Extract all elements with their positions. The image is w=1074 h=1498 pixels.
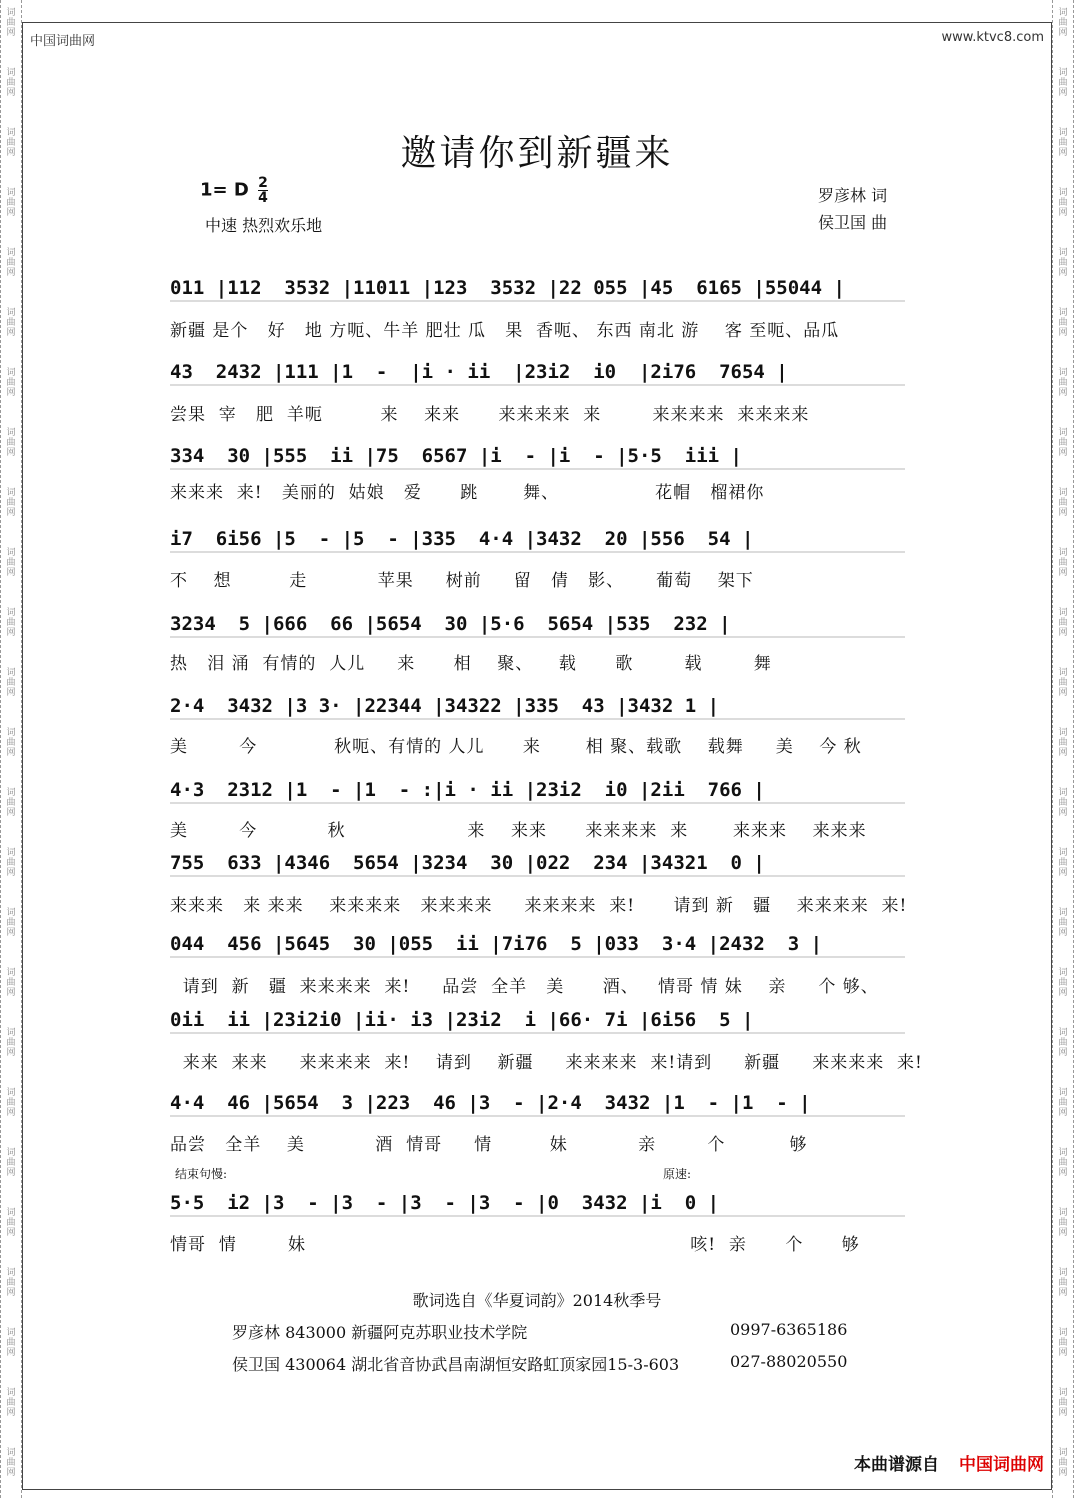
margin-watermark: 词 曲 网 <box>1058 548 1068 578</box>
notation-row: 5·5 i2 |3 - |3 - |3 - |3 - |0 3432 |i 0 | <box>170 1192 720 1214</box>
margin-watermark: 词 曲 网 <box>1058 8 1068 38</box>
original-tempo-annotation: 原速: <box>663 1167 692 1181</box>
margin-watermark: 词 曲 网 <box>1058 968 1068 998</box>
rhythm-underline <box>170 1215 905 1217</box>
margin-watermark: 词 曲 网 <box>1058 1448 1068 1478</box>
notation-row: 755 633 |4346 5654 |3234 30 |022 234 |34321 0 | <box>170 852 765 874</box>
key-signature <box>200 176 268 205</box>
notation-row: 2·4 3432 |3 3· |22344 |34322 |335 43 |3432 1 | <box>170 695 720 717</box>
lyric-row: 热 泪 涌 有情的 人儿 来 相 聚、 载 歌 载 舞 <box>170 654 772 674</box>
margin-watermark: 词 曲 网 <box>1058 248 1068 278</box>
lyric-row: 新疆 是个 好 地 方呃、牛羊 肥壮 瓜 果 香呃、 东西 南北 游 客 至呃、品瓜 <box>170 321 840 341</box>
margin-watermark: 词 曲 网 <box>6 248 16 278</box>
margin-watermark: 词 曲 网 <box>1058 1148 1068 1178</box>
margin-watermark: 词 曲 网 <box>1058 488 1068 518</box>
tempo-marking: 中速 热烈欢乐地 <box>205 216 323 235</box>
source-site-link[interactable]: 中国词曲网 <box>959 1455 1044 1475</box>
source-credit <box>854 1450 1044 1475</box>
composer-credit: 侯卫国 曲 <box>818 213 888 232</box>
rhythm-underline <box>170 384 905 386</box>
lyric-row: 尝果 宰 肥 羊呃 来 来来 来来来来 来 来来来来 来来来来 <box>170 405 810 425</box>
key-prefix: 1= D <box>200 179 249 201</box>
lyric-row: 不 想 走 苹果 树前 留 倩 影、 葡萄 架下 <box>170 571 754 591</box>
footer-lyricist-line: 罗彦林 843000 新疆阿克苏职业技术学院 <box>232 1323 528 1342</box>
margin-watermark: 词 曲 网 <box>6 728 16 758</box>
rhythm-underline <box>170 1115 905 1117</box>
notation-row: 4·3 2312 |1 - |1 - :|i · ii |23i2 i0 |2ii 766 | <box>170 779 765 801</box>
lyricist-credit: 罗彦林 词 <box>818 186 888 205</box>
notation-row: 4·4 46 |5654 3 |223 46 |3 - |2·4 3432 |1 - |1 - | <box>170 1092 811 1114</box>
margin-watermark: 词 曲 网 <box>6 908 16 938</box>
margin-watermark: 词 曲 网 <box>1058 728 1068 758</box>
margin-watermark: 词 曲 网 <box>1058 1208 1068 1238</box>
header-left-site: 中国词曲网 <box>30 34 96 49</box>
margin-watermark: 词 曲 网 <box>1058 1028 1068 1058</box>
left-margin-strip <box>0 0 22 1498</box>
margin-watermark: 词 曲 网 <box>1058 1268 1068 1298</box>
rhythm-underline <box>170 956 905 958</box>
margin-watermark: 词 曲 网 <box>1058 368 1068 398</box>
margin-watermark: 词 曲 网 <box>6 788 16 818</box>
right-margin-strip <box>1052 0 1074 1498</box>
margin-watermark: 词 曲 网 <box>1058 428 1068 458</box>
lyric-row: 来来 来来 来来来来 来! 请到 新疆 来来来来 来!请到 新疆 来来来来 来! <box>170 1053 923 1073</box>
rhythm-underline <box>170 1032 905 1034</box>
lyric-row: 来来来 来 来来 来来来来 来来来来 来来来来 来! 请到 新 疆 来来来来 来! <box>170 896 908 916</box>
margin-watermark: 词 曲 网 <box>1058 188 1068 218</box>
margin-watermark: 词 曲 网 <box>1058 1328 1068 1358</box>
rhythm-underline <box>170 468 905 470</box>
lyric-row: 美 今 秋呃、有情的 人儿 来 相 聚、载歌 载舞 美 今 秋 <box>170 737 862 757</box>
rhythm-underline <box>170 802 905 804</box>
time-denominator: 4 <box>258 190 268 206</box>
margin-watermark: 词 曲 网 <box>6 428 16 458</box>
margin-watermark: 词 曲 网 <box>6 1328 16 1358</box>
margin-watermark: 词 曲 网 <box>6 68 16 98</box>
margin-watermark: 词 曲 网 <box>6 8 16 38</box>
notation-row: 0ii ii |23i2i0 |ii· i3 |23i2 i |66· 7i |6i56 5 | <box>170 1009 754 1031</box>
margin-watermark: 词 曲 网 <box>6 488 16 518</box>
footer-source: 歌词选自《华夏词韵》2014秋季号 <box>412 1291 662 1310</box>
margin-watermark: 词 曲 网 <box>1058 1088 1068 1118</box>
margin-watermark: 词 曲 网 <box>1058 308 1068 338</box>
margin-watermark: 词 曲 网 <box>1058 608 1068 638</box>
margin-watermark: 词 曲 网 <box>6 368 16 398</box>
footer-lyricist-phone: 0997-6365186 <box>730 1320 848 1339</box>
margin-watermark: 词 曲 网 <box>6 608 16 638</box>
margin-watermark: 词 曲 网 <box>1058 668 1068 698</box>
lyric-row: 请到 新 疆 来来来来 来! 品尝 全羊 美 酒、 情哥 情 妹 亲 个 够、 <box>170 977 879 997</box>
footer-composer-line: 侯卫国 430064 湖北省音协武昌南湖恒安路虹顶家园15-3-603 <box>232 1355 680 1374</box>
notation-row: 334 30 |555 ii |75 6567 |i - |i - |5·5 iii | <box>170 445 742 467</box>
lyric-row: 品尝 全羊 美 酒 情哥 情 妹 亲 个 够 <box>170 1135 808 1155</box>
margin-watermark: 词 曲 网 <box>1058 1388 1068 1418</box>
margin-watermark: 词 曲 网 <box>6 128 16 158</box>
margin-watermark: 词 曲 网 <box>6 1028 16 1058</box>
margin-watermark: 词 曲 网 <box>6 1208 16 1238</box>
rhythm-underline <box>170 551 905 553</box>
header-right-url[interactable]: www.ktvc8.com <box>941 30 1044 45</box>
margin-watermark: 词 曲 网 <box>1058 788 1068 818</box>
notation-row: 044 456 |5645 30 |055 ii |7i76 5 |033 3·4 |2432 3 | <box>170 933 823 955</box>
lyric-row: 情哥 情 妹 咳! 亲 个 够 <box>170 1235 860 1255</box>
margin-watermark: 词 曲 网 <box>6 848 16 878</box>
margin-watermark: 词 曲 网 <box>6 1388 16 1418</box>
notation-row: 43 2432 |111 |1 - |i · ii |23i2 i0 |2i76 7654 | <box>170 361 788 383</box>
rhythm-underline <box>170 875 905 877</box>
rhythm-underline <box>170 636 905 638</box>
margin-watermark: 词 曲 网 <box>6 1448 16 1478</box>
margin-watermark: 词 曲 网 <box>6 668 16 698</box>
margin-watermark: 词 曲 网 <box>6 1268 16 1298</box>
notation-row: 011 |112 3532 |11011 |123 3532 |22 055 |45 6165 |55044 | <box>170 277 845 299</box>
margin-watermark: 词 曲 网 <box>6 548 16 578</box>
notation-row: i7 6i56 |5 - |5 - |335 4·4 |3432 20 |556 54 | <box>170 528 754 550</box>
footer-composer-phone: 027-88020550 <box>730 1352 848 1371</box>
end-slow-annotation: 结束句慢: <box>175 1167 228 1181</box>
lyric-row: 美 今 秋 来 来来 来来来来 来 来来来 来来来 <box>170 821 867 841</box>
margin-watermark: 词 曲 网 <box>6 1088 16 1118</box>
time-numerator: 2 <box>258 175 268 191</box>
margin-watermark: 词 曲 网 <box>6 188 16 218</box>
lyric-row: 来来来 来! 美丽的 姑娘 爱 跳 舞、 花帽 榴裙你 <box>170 483 765 503</box>
margin-watermark: 词 曲 网 <box>1058 908 1068 938</box>
rhythm-underline <box>170 718 905 720</box>
margin-watermark: 词 曲 网 <box>6 308 16 338</box>
margin-watermark: 词 曲 网 <box>6 1148 16 1178</box>
margin-watermark: 词 曲 网 <box>1058 68 1068 98</box>
margin-watermark: 词 曲 网 <box>6 968 16 998</box>
margin-watermark: 词 曲 网 <box>1058 848 1068 878</box>
song-title: 邀请你到新疆来 <box>400 133 674 174</box>
margin-watermark: 词 曲 网 <box>1058 128 1068 158</box>
time-signature <box>258 176 268 205</box>
rhythm-underline <box>170 300 905 302</box>
notation-row: 3234 5 |666 66 |5654 30 |5·6 5654 |535 232 | <box>170 613 731 635</box>
source-label: 本曲谱源自 <box>854 1455 939 1475</box>
